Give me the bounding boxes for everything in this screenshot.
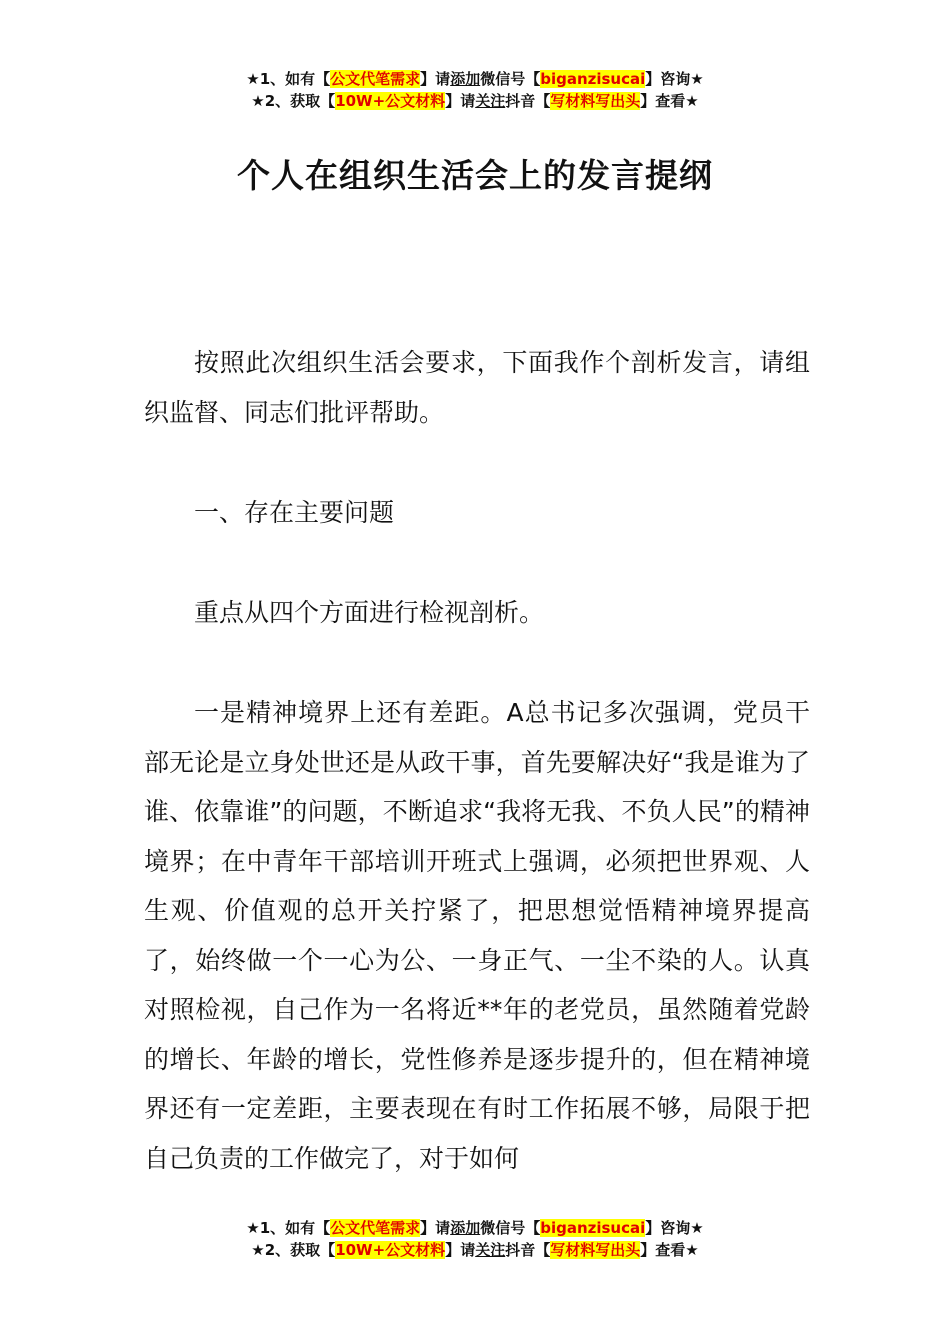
promo-text: 抖音【 <box>505 92 551 110</box>
focus-paragraph: 重点从四个方面进行检视剖析。 <box>194 598 545 627</box>
point-one-paragraph: 一是精神境界上还有差距。A总书记多次强调，党员干部无论是立身处世还是从政干事，首先要解决好“我是谁为了谁、依靠谁”的问题，不断追求“我将无我、不负人民”的精神境界；在中青年干部培训开班式上强调，必须把世界观、人生观、价值观的总开关拧紧了，把思想觉悟精神境界提高了，始终做一个一心为公、一身正气、一尘不染的人。认真对照检视，自己作为一名将近**年的老党员，虽然随着党龄的增长、年龄的增长，党性修养是逐步提升的，但在精神境界还有一定差距，主要表现在有时工作拓展不够，局限于把自己负责的工作做完了，对于如何 <box>144 698 810 1173</box>
promo-text: 】请 <box>420 70 451 88</box>
promo-banner-top <box>0 68 950 112</box>
promo-line-2 <box>0 90 950 112</box>
promo-text: 抖音【 <box>505 1241 551 1259</box>
promo-highlight: 公文代笔需求 <box>330 1219 421 1237</box>
promo-text: 微信号【 <box>480 1219 541 1237</box>
promo-text: 微信号【 <box>480 70 541 88</box>
focus-section <box>144 588 810 638</box>
douyin-id-highlight: 写材料写出头 <box>550 92 641 110</box>
promo-highlight: 公文代笔需求 <box>330 70 421 88</box>
promo-text: ★2、获取【 <box>251 1241 336 1259</box>
promo-underline: 关注 <box>475 92 506 110</box>
douyin-id-highlight: 写材料写出头 <box>550 1241 641 1259</box>
promo-underline: 关注 <box>475 1241 506 1259</box>
promo-text: 】请 <box>445 1241 476 1259</box>
promo-text: ★1、如有【 <box>246 1219 331 1237</box>
promo-line-1 <box>0 1217 950 1239</box>
promo-text: 】咨询★ <box>645 70 704 88</box>
promo-highlight: 10W+公文材料 <box>335 92 446 110</box>
promo-text: 】查看★ <box>640 1241 699 1259</box>
intro-paragraph: 按照此次组织生活会要求，下面我作个剖析发言，请组织监督、同志们批评帮助。 <box>144 348 810 427</box>
promo-highlight: 10W+公文材料 <box>335 1241 446 1259</box>
promo-text: 】查看★ <box>640 92 699 110</box>
section-heading: 一、存在主要问题 <box>194 498 395 527</box>
promo-text: 】咨询★ <box>645 1219 704 1237</box>
point-one-section <box>144 688 810 1183</box>
promo-text: 】请 <box>445 92 476 110</box>
promo-text: ★1、如有【 <box>246 70 331 88</box>
wechat-id-highlight: biganzisucai <box>540 1219 646 1237</box>
promo-line-1 <box>0 68 950 90</box>
promo-underline: 添加 <box>450 1219 481 1237</box>
promo-banner-bottom <box>0 1217 950 1261</box>
promo-underline: 添加 <box>450 70 481 88</box>
promo-text: 】请 <box>420 1219 451 1237</box>
heading-section <box>144 488 810 538</box>
document-title: 个人在组织生活会上的发言提纲 <box>237 156 713 195</box>
promo-line-2 <box>0 1239 950 1261</box>
wechat-id-highlight: biganzisucai <box>540 70 646 88</box>
intro-section <box>144 338 810 437</box>
promo-text: ★2、获取【 <box>251 92 336 110</box>
